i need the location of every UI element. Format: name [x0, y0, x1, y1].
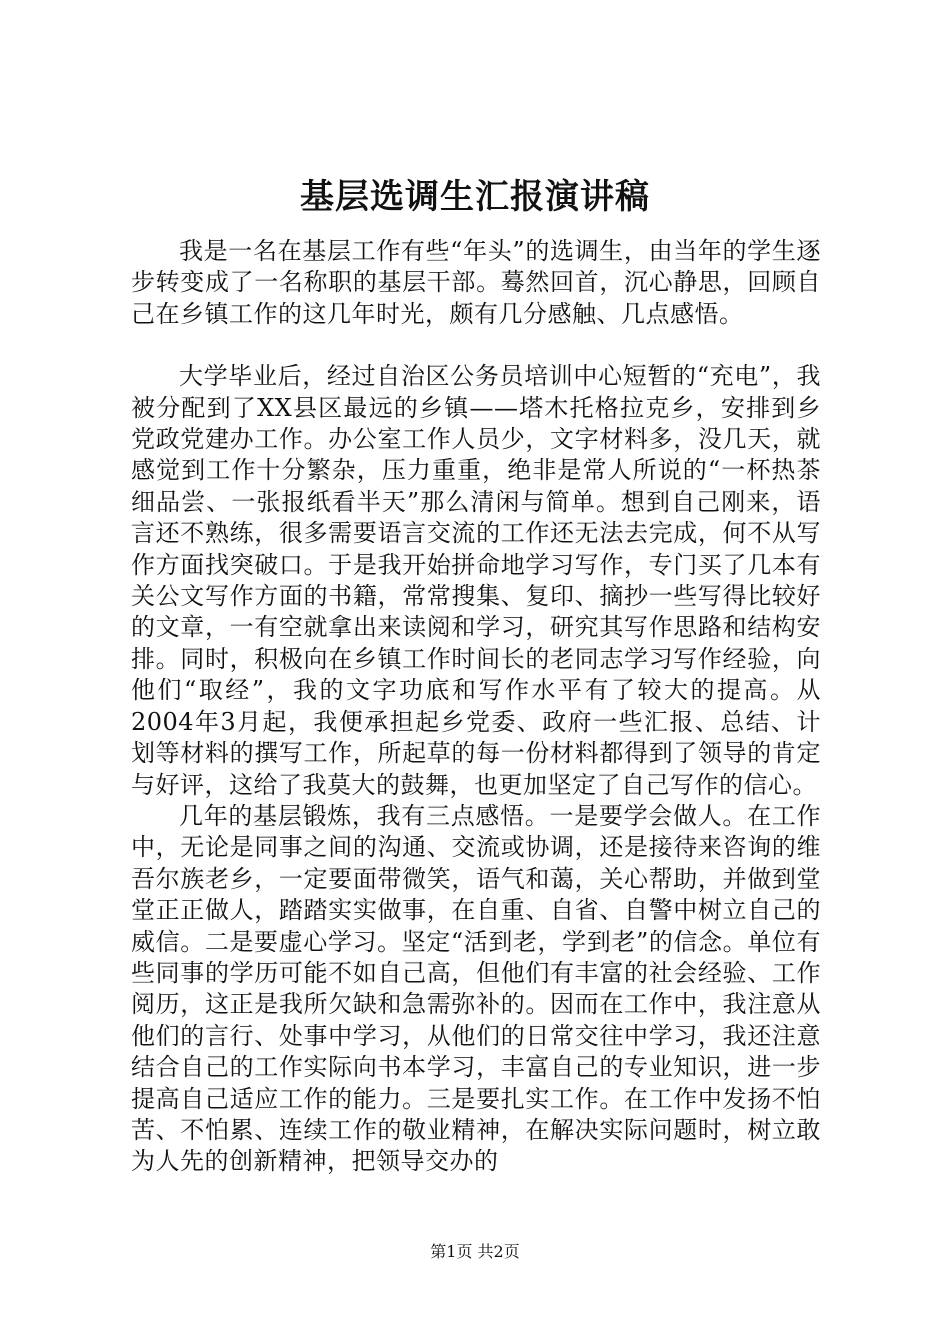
- page-footer: 第1页 共2页: [430, 1242, 520, 1261]
- document-title: 基层选调生汇报演讲稿: [300, 177, 650, 217]
- document-body: [131, 236, 821, 1178]
- paragraph-intro: 我是一名在基层工作有些“年头”的选调生，由当年的学生逐步转变成了一名称职的基层干部。蓦然回首，沉心静思，回顾自己在乡镇工作的这几年时光，颇有几分感触、几点感悟。: [131, 237, 821, 328]
- paragraph-insights: 几年的基层锻炼，我有三点感悟。一是要学会做人。在工作中，无论是同事之间的沟通、交流或协调，还是接待来咨询的维吾尔族老乡，一定要面带微笑，语气和蔼，关心帮助，并做到堂堂正正做人，踏踏实实做事，在自重、自省、自警中树立自己的威信。二是要虚心学习。坚定“活到老，学到老”的信念。单位有些同事的学历可能不如自己高，但他们有丰富的社会经验、工作阅历，这正是我所欠缺和急需弥补的。因而在工作中，我注意从他们的言行、处事中学习，从他们的日常交往中学习，我还注意结合自己的工作实际向书本学习，丰富自己的专业知识，进一步提高自己适应工作的能力。三是要扎实工作。在工作中发扬不怕苦、不怕累、连续工作的敬业精神，在解决实际问题时，树立敢为人先的创新精神，把领导交办的: [131, 801, 821, 1176]
- paragraph-experience: 大学毕业后，经过自治区公务员培训中心短暂的“充电”，我被分配到了XX县区最远的乡镇——塔木托格拉克乡，安排到乡党政党建办工作。办公室工作人员少，文字材料多，没几天，就感觉到工作十分繁杂，压力重重，绝非是常人所说的“一杯热茶细品尝、一张报纸看半天”那么清闲与简单。想到自己刚来，语言还不熟练，很多需要语言交流的工作还无法去完成，何不从写作方面找突破口。于是我开始拼命地学习写作，专门买了几本有关公文写作方面的书籍，常常搜集、复印、摘抄一些写得比较好的文章，一有空就拿出来读阅和学习，研究其写作思路和结构安排。同时，积极向在乡镇工作时间长的老同志学习写作经验，向他们“取经”，我的文字功底和写作水平有了较大的提高。从2004年3月起，我便承担起乡党委、政府一些汇报、总结、计划等材料的撰写工作，所起草的每一份材料都得到了领导的肯定与好评，这给了我莫大的鼓舞，也更加坚定了自己写作的信心。: [131, 362, 821, 799]
